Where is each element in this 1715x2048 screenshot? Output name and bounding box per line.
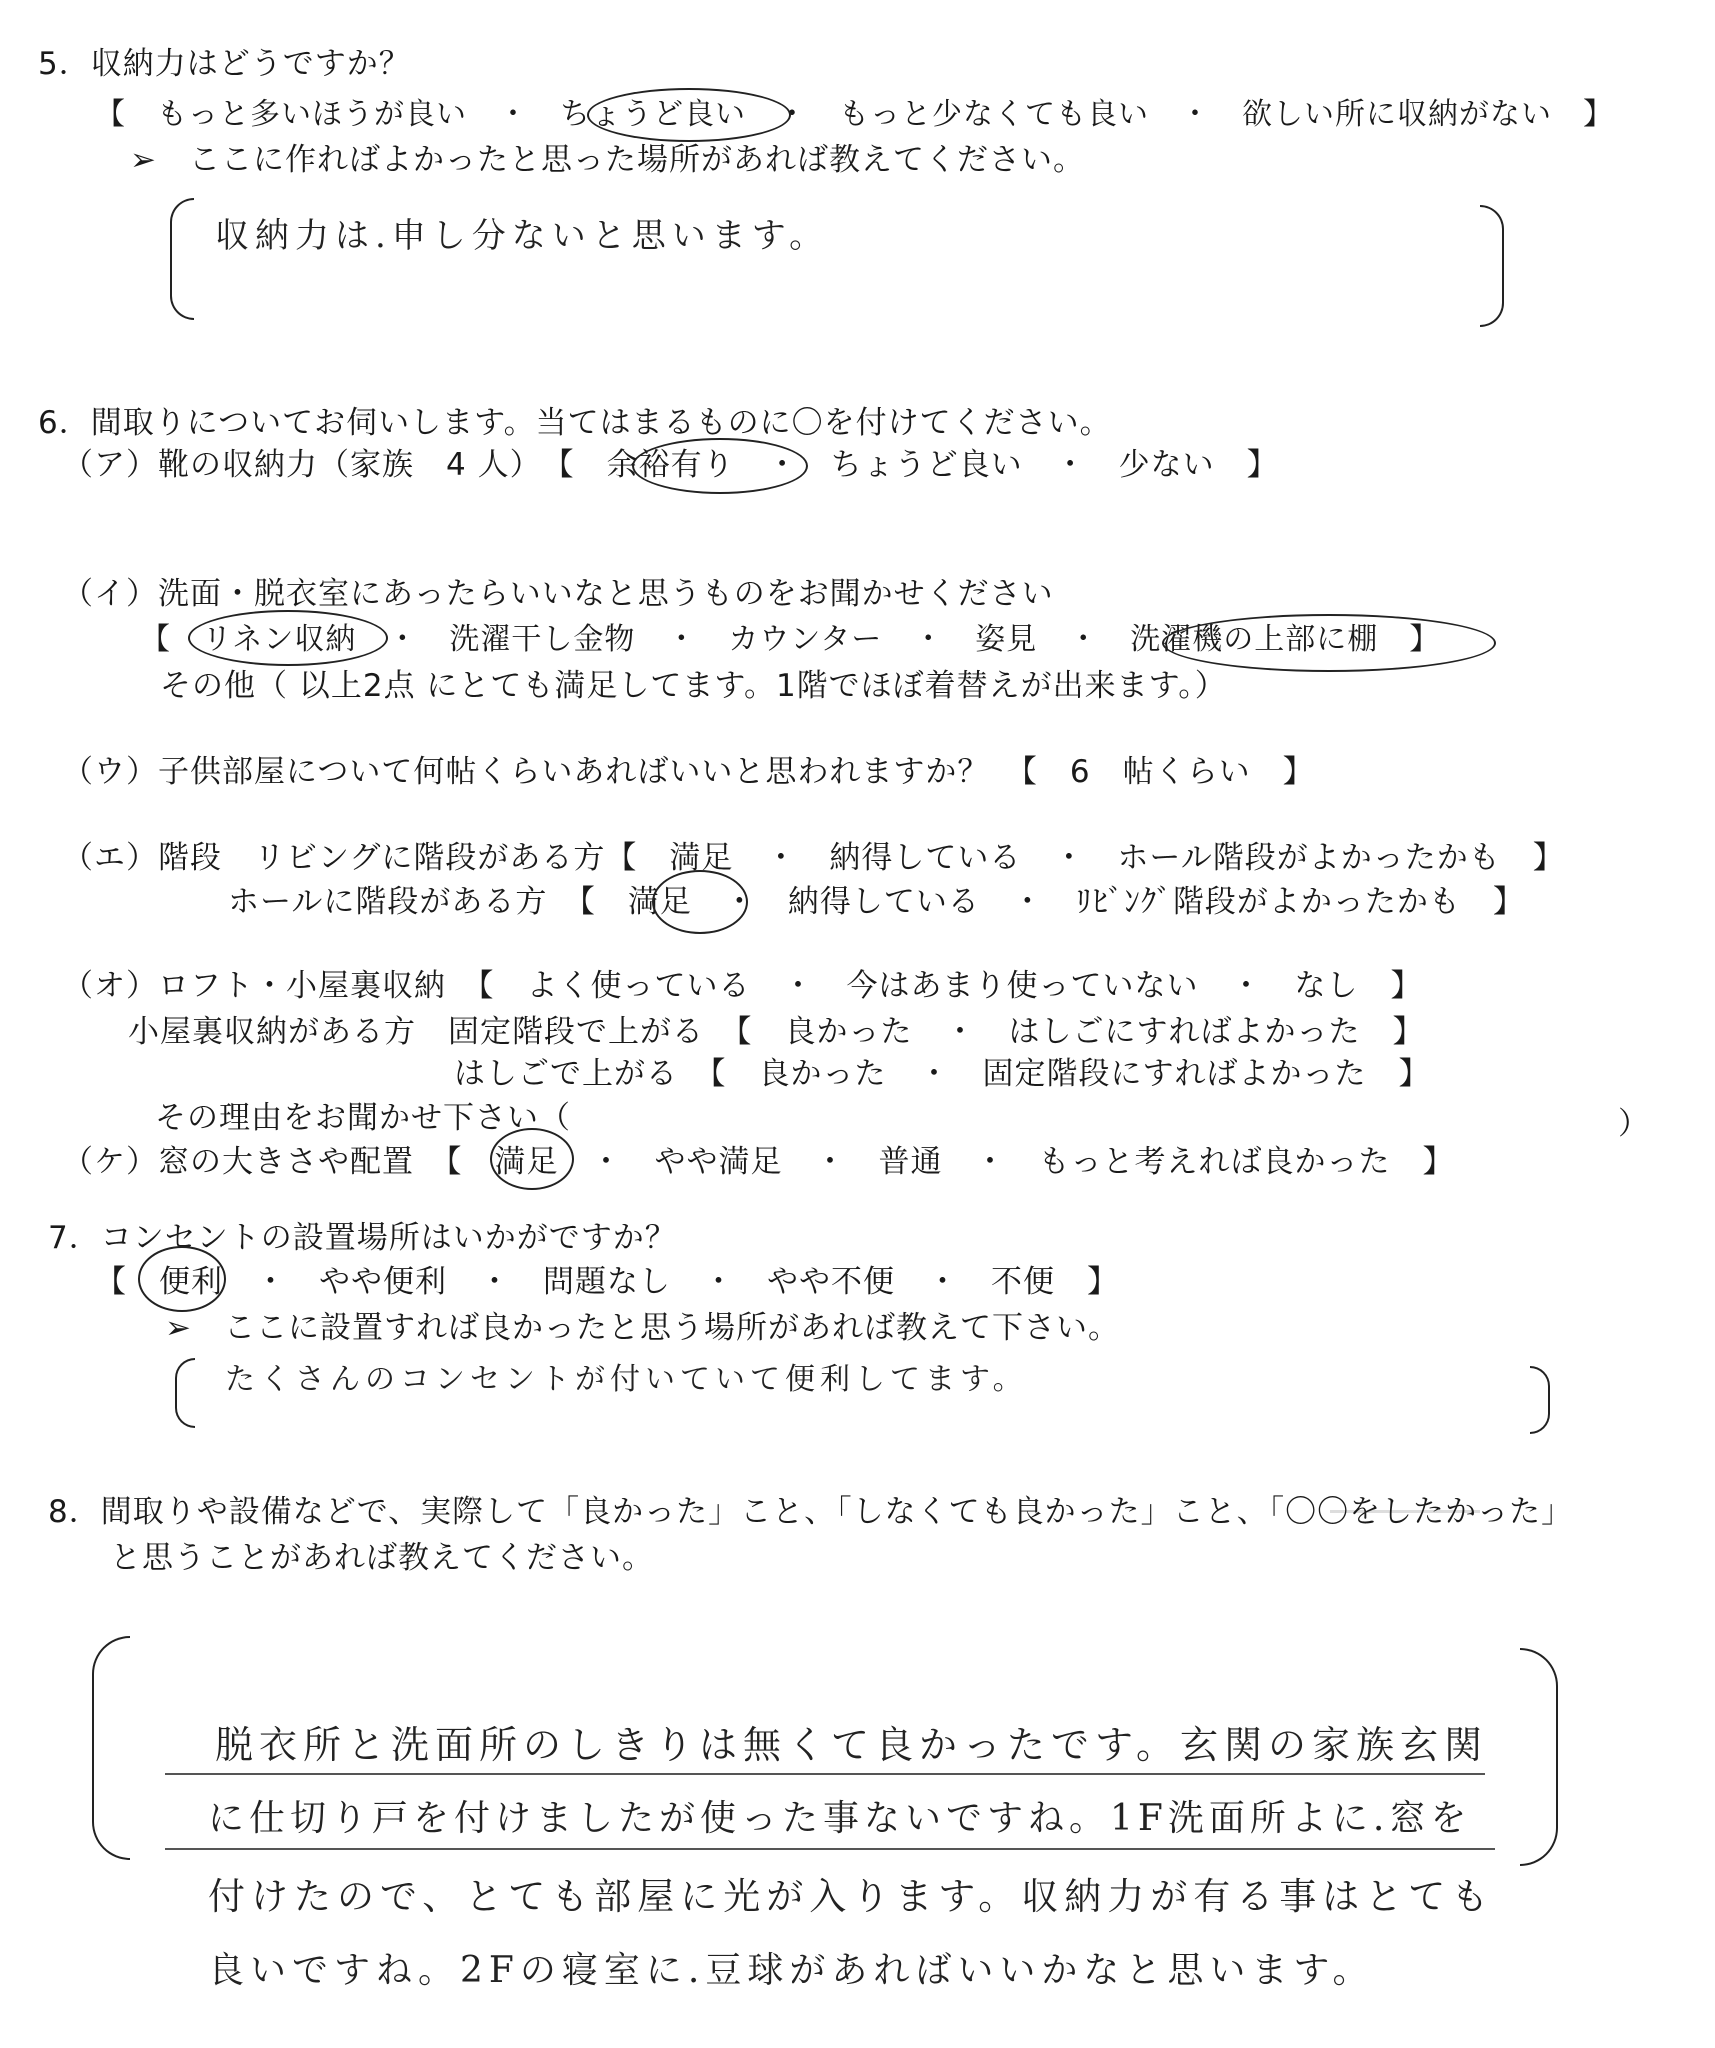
q5-sub-question: ➢ ここに作ればよかったと思った場所があれば教えてください。 bbox=[130, 142, 1085, 178]
q7-options: 【 便利 ・ やや便利 ・ 問題なし ・ やや不便 ・ 不便 】 bbox=[95, 1264, 1119, 1300]
q7-selected-circle bbox=[138, 1246, 226, 1312]
q6-o-line3: はしごで上がる 【 良かった ・ 固定階段にすればよかった 】 bbox=[454, 1056, 1431, 1092]
q6-k-selected-circle bbox=[490, 1128, 574, 1190]
q8-handwritten-line: 良いですね。2Fの寝室に.豆球があればいいかなと思います。 bbox=[208, 1950, 1375, 1991]
q6-i-other: その他（ 以上2点 にとても満足してます。1階でほぼ着替えが出来ます。） bbox=[160, 668, 1227, 704]
q6-o-line2: 小屋裏収納がある方 固定階段で上がる 【 良かった ・ はしごにすればよかった 】 bbox=[128, 1014, 1425, 1050]
q8-title-line1: 8．間取りや設備などで、実際して「良かった」こと、「しなくても良かった」こと、「〇〇をしたかった」 bbox=[48, 1494, 1574, 1530]
q5-title: 5．収納力はどうですか？ bbox=[38, 46, 411, 82]
q8-answer-bracket-left bbox=[92, 1636, 130, 1860]
q5-options: 【 もっと多いほうが良い ・ ちょうど良い ・ もっと少なくても良い ・ 欲しい所に収納がない 】 bbox=[95, 97, 1614, 132]
q5-answer-bracket-right bbox=[1480, 205, 1504, 327]
q8-handwritten-line: 脱衣所と洗面所のしきりは無くて良かったです。玄関の家族玄関 bbox=[215, 1723, 1488, 1767]
q6-o-reason-close: ） bbox=[1618, 1106, 1650, 1142]
q7-title: 7．コンセントの設置場所はいかがですか？ bbox=[48, 1220, 677, 1256]
q6-e-line1: （エ）階段 リビングに階段がある方【 満足 ・ 納得している ・ ホール階段がよかったかも 】 bbox=[62, 840, 1565, 876]
q7-answer-bracket-left bbox=[175, 1358, 195, 1428]
q6-o-reason: その理由をお聞かせ下さい（ bbox=[155, 1100, 571, 1136]
q7-sub-question: ➢ ここに設置すれば良かったと思う場所があれば教えて下さい。 bbox=[165, 1310, 1120, 1346]
q6-a-line: （ア）靴の収納力（家族 4 人） 【 余裕有り ・ ちょうど良い ・ 少ない 】 bbox=[62, 447, 1279, 483]
q6-o-line1: （オ）ロフト・小屋裏収納 【 よく使っている ・ 今はあまり使っていない ・ なし 】 bbox=[62, 968, 1423, 1004]
q6-i-selected-circle-shelf bbox=[1162, 614, 1496, 672]
q7-answer-bracket-right bbox=[1530, 1366, 1550, 1434]
q5-selected-circle bbox=[587, 88, 791, 142]
q8-handwritten-line: 付けたので、とても部屋に光が入ります。収納力が有る事はとても bbox=[208, 1875, 1495, 1918]
q6-k-line: （ケ）窓の大きさや配置 【 満足 ・ やや満足 ・ 普通 ・ もっと考えれば良かった 】 bbox=[62, 1144, 1455, 1180]
q6-title: 6．間取りについてお伺いします。当てはまるものに〇を付けてください。 bbox=[38, 405, 1112, 441]
q5-answer-bracket-left bbox=[170, 198, 194, 320]
q8-title-line2: と思うことがあれば教えてください。 bbox=[110, 1540, 654, 1576]
q6-a-selected-circle bbox=[632, 438, 808, 494]
q8-handwritten-line: に仕切り戸を付けましたが使った事ないですね。1F洗面所よに.窓を bbox=[208, 1798, 1472, 1839]
q7-handwritten-answer: たくさんのコンセントが付いていて便利してます。 bbox=[225, 1362, 1028, 1397]
q6-u-line: （ウ）子供部屋について何帖くらいあればいいと思われますか？ 【 6 帖くらい 】 bbox=[62, 754, 1315, 790]
q6-i-selected-circle-linen bbox=[188, 610, 388, 666]
q5-handwritten-answer: 収納力は.申し分ないと思います。 bbox=[215, 216, 830, 256]
q6-i-options: 【 リネン収納 ・ 洗濯干し金物 ・ カウンター ・ 姿見 ・ 洗濯機の上部に棚 】 bbox=[140, 622, 1441, 657]
q8-answer-bracket-right bbox=[1520, 1648, 1558, 1866]
q6-i-title: （イ）洗面・脱衣室にあったらいいなと思うものをお聞かせください bbox=[62, 576, 1054, 612]
q8-underline bbox=[165, 1773, 1485, 1775]
q6-e-selected-circle bbox=[652, 870, 748, 934]
q8-underline bbox=[165, 1848, 1495, 1850]
q6-e-line2: ホールに階段がある方 【 満足 ・ 納得している ・ ﾘﾋﾞﾝｸﾞ階段がよかったかも 】 bbox=[228, 884, 1525, 920]
